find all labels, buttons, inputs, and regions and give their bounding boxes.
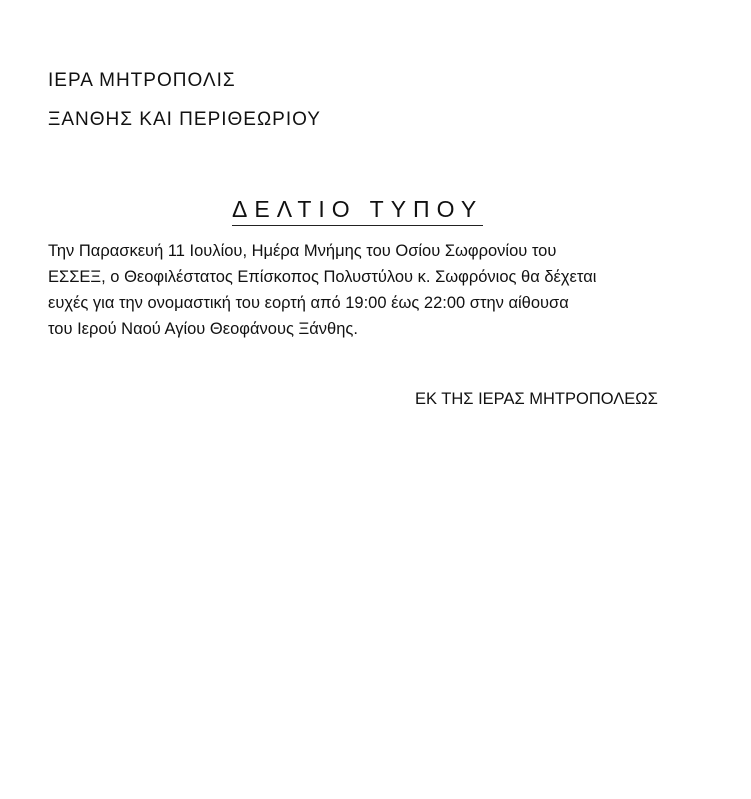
document-title: ΔΕΛΤΙΟ ΤΥΠΟΥ [232, 196, 483, 226]
body-line: ευχές για την ονομαστική του εορτή από 19:00 έως 22:00 στην αίθουσα [48, 294, 569, 312]
body-line: ΕΣΣΕΞ, ο Θεοφιλέστατος Επίσκοπος Πολυστύλου κ. Σωφρόνιος θα δέχεται [48, 268, 597, 286]
body-line: Την Παρασκευή 11 Ιουλίου, Ημέρα Μνήμης του Οσίου Σωφρονίου του [48, 242, 557, 260]
press-release-body [48, 238, 700, 342]
signature: ΕΚ ΤΗΣ ΙΕΡΑΣ ΜΗΤΡΟΠΟΛΕΩΣ [415, 390, 658, 408]
body-line: του Ιερού Ναού Αγίου Θεοφάνους Ξάνθης. [48, 320, 358, 338]
header-metropolis: ΙΕΡΑ ΜΗΤΡΟΠΟΛΙΣ [48, 70, 236, 91]
header-region: ΞΑΝΘΗΣ ΚΑΙ ΠΕΡΙΘΕΩΡΙΟΥ [48, 109, 321, 130]
